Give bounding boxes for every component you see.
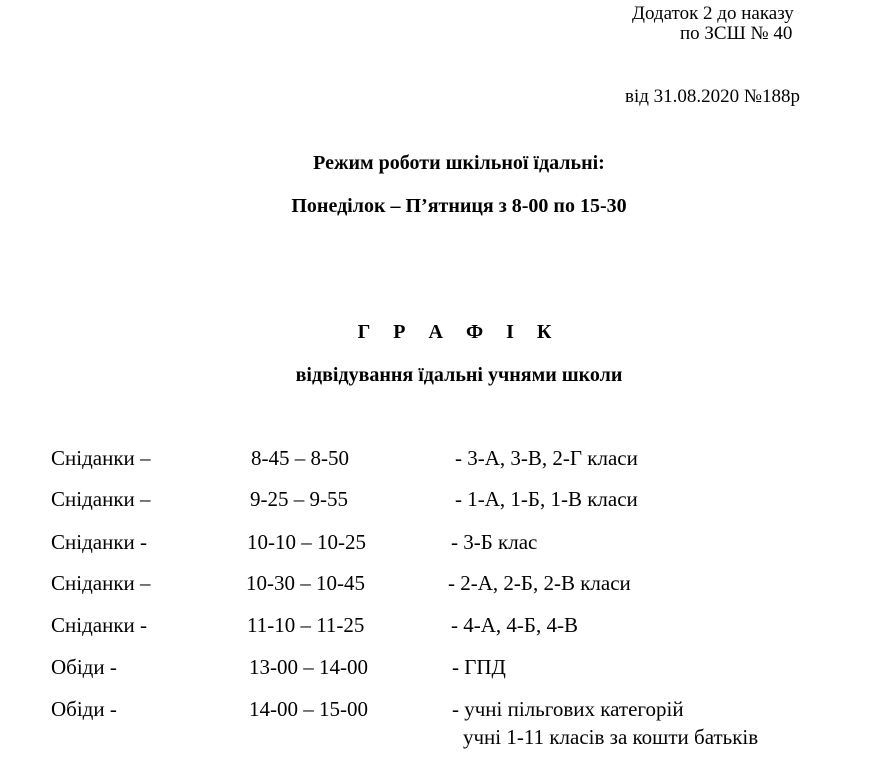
row-time: 14-00 – 15-00 [249,697,368,721]
row-meal: Обіди - [51,655,117,679]
row-meal: Сніданки - [51,530,148,554]
order-reference-line2: по ЗСШ № 40 [680,23,793,44]
row-meal: Сніданки - [51,613,148,637]
row-groups: - учні пільгових категорій [452,697,684,721]
order-date: від 31.08.2020 №188р [625,86,801,107]
schedule-title [0,320,874,344]
row-time: 13-00 – 14-00 [249,655,368,679]
row-groups: - ГПД [452,655,506,679]
row-time: 11-10 – 11-25 [247,613,365,637]
row-time: 9-25 – 9-55 [250,487,348,511]
schedule-title-text: Г Р А Ф І К [357,321,561,343]
row-meal: Сніданки – [51,487,151,511]
hours-schedule: Понеділок – П’ятниця з 8-00 по 15-30 [291,195,627,217]
order-reference-line1: Додаток 2 до наказу [632,3,794,24]
schedule-subtitle: відвідування їдальні учнями школи [295,364,623,386]
row-meal: Сніданки – [51,446,151,470]
row-groups: - 3-А, 3-В, 2-Г класи [455,446,638,470]
row-meal: Сніданки – [51,571,151,595]
row-groups: - 4-А, 4-Б, 4-В [451,613,578,637]
row-time: 10-10 – 10-25 [247,530,366,554]
hours-title: Режим роботи шкільної їдальні: [313,152,605,174]
row-groups: - 2-А, 2-Б, 2-В класи [448,571,631,595]
row-time: 10-30 – 10-45 [246,571,365,595]
row-meal: Обіди - [51,697,117,721]
row-groups-continuation: учні 1-11 класів за кошти батьків [463,725,759,749]
row-time: 8-45 – 8-50 [251,446,349,470]
row-groups: - 3-Б клас [451,530,538,554]
row-groups: - 1-А, 1-Б, 1-В класи [455,487,638,511]
